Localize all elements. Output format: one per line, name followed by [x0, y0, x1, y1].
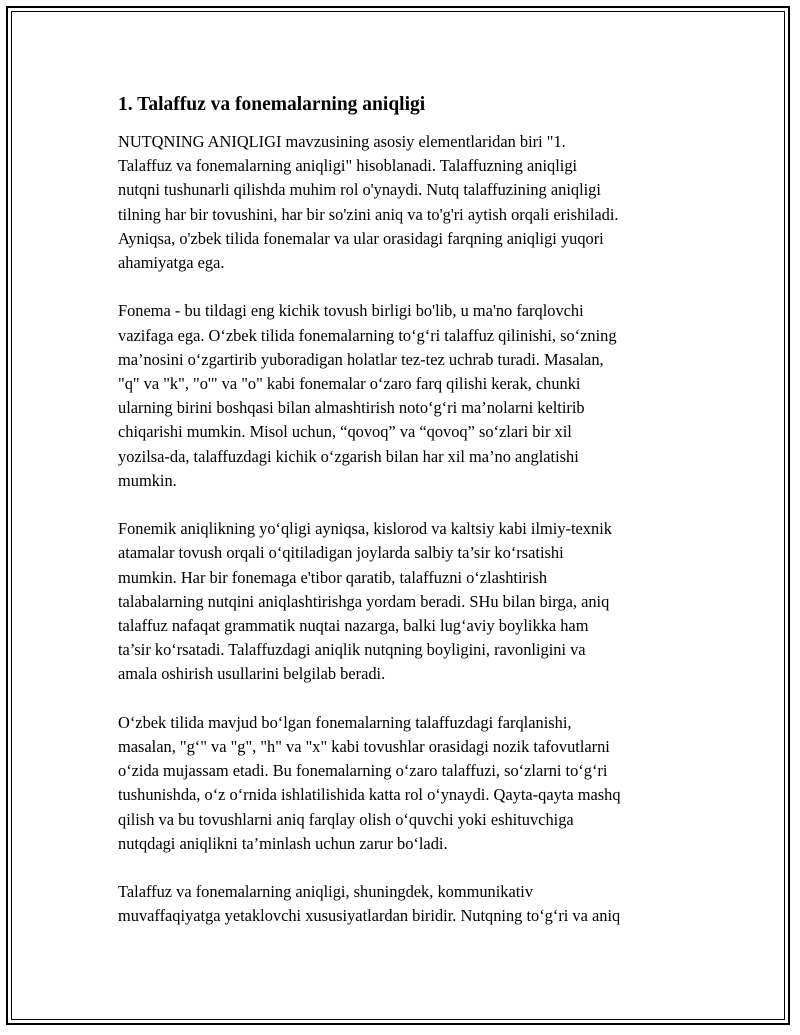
paragraph-1 [118, 130, 688, 275]
text-line: ahamiyatga ega. [118, 253, 225, 273]
paragraph-5 [118, 880, 688, 928]
text-line: mumkin. Har bir fonemaga e'tibor qaratib, talaffuzni o‘zlashtirish [118, 567, 548, 587]
text-line: tilning har bir tovushini, har bir so'zini aniq va to'g'ri aytish orqali erishiladi. [118, 204, 619, 224]
text-line: Fonemik aniqlikning yo‘qligi ayniqsa, kislorod va kaltsiy kabi ilmiy-texnik [118, 519, 612, 539]
text-line: "q" va "k", "o'" va "o" kabi fonemalar o‘zaro farq qilishi kerak, chunki [118, 374, 581, 394]
paragraph-3 [118, 517, 688, 686]
text-line: muvaffaqiyatga yetaklovchi xususiyatlardan biridir. Nutqning to‘g‘ri va aniq [118, 906, 621, 926]
text-line: nutqni tushunarli qilishda muhim rol o'ynaydi. Nutq talaffuzining aniqligi [118, 180, 601, 200]
text-line: yozilsa-da, talaffuzdagi kichik o‘zgarish bilan har xil ma’no anglatishi [118, 446, 579, 466]
text-line: chiqarishi mumkin. Misol uchun, “qovoq” va “qovoq” so‘zlari bir xil [118, 422, 572, 442]
paragraph-4 [118, 711, 688, 856]
text-line: Fonema - bu tildagi eng kichik tovush birligi bo'lib, u ma'no farqlovchi [118, 301, 584, 321]
text-line: Talaffuz va fonemalarning aniqligi, shuningdek, kommunikativ [118, 882, 534, 902]
text-line: masalan, "g‘" va "g", "h" va "x" kabi tovushlar orasidagi nozik tafovutlarni [118, 737, 610, 757]
text-line: Talaffuz va fonemalarning aniqligi" hisoblanadi. Talaffuzning aniqligi [118, 156, 578, 176]
text-line: O‘zbek tilida mavjud bo‘lgan fonemalarning talaffuzdagi farqlanishi, [118, 712, 572, 732]
text-line: atamalar tovush orqali o‘qitiladigan joylarda salbiy ta’sir ko‘rsatishi [118, 543, 564, 563]
text-line: amala oshirish usullarini belgilab beradi. [118, 664, 386, 684]
text-line: talaffuz nafaqat grammatik nuqtai nazarga, balki lug‘aviy boylikka ham [118, 616, 589, 636]
text-line: Ayniqsa, o'zbek tilida fonemalar va ular orasidagi farqning aniqligi yuqori [118, 228, 604, 248]
text-line: vazifaga ega. O‘zbek tilida fonemalarning to‘g‘ri talaffuz qilinishi, so‘zning [118, 325, 617, 345]
section-heading: 1. Talaffuz va fonemalarning aniqligi [118, 94, 426, 115]
document-body [118, 92, 688, 953]
text-line: NUTQNING ANIQLIGI mavzusining asosiy elementlaridan biri "1. [118, 132, 566, 151]
text-line: mumkin. [118, 470, 177, 490]
text-line: o‘zida mujassam etadi. Bu fonemalarning o‘zaro talaffuzi, so‘zlarni to‘g‘ri [118, 761, 608, 781]
text-line: nutqdagi aniqlikni ta’minlash uchun zarur bo‘ladi. [118, 833, 448, 853]
text-line: ma’nosini o‘zgartirib yuboradigan holatlar tez-tez uchrab turadi. Masalan, [118, 349, 604, 369]
paragraph-2 [118, 299, 688, 493]
text-line: tushunishda, o‘z o‘rnida ishlatilishida katta rol o‘ynaydi. Qayta-qayta mashq [118, 785, 621, 805]
text-line: ularning birini boshqasi bilan almashtirish noto‘g‘ri ma’nolarni keltirib [118, 398, 585, 418]
text-line: qilish va bu tovushlarni aniq farqlay olish o‘quvchi yoki eshituvchiga [118, 809, 574, 829]
text-line: ta’sir ko‘rsatadi. Talaffuzdagi aniqlik nutqning boyligini, ravonligini va [118, 640, 586, 660]
text-line: talabalarning nutqini aniqlashtirishga yordam beradi. SHu bilan birga, aniq [118, 591, 610, 611]
